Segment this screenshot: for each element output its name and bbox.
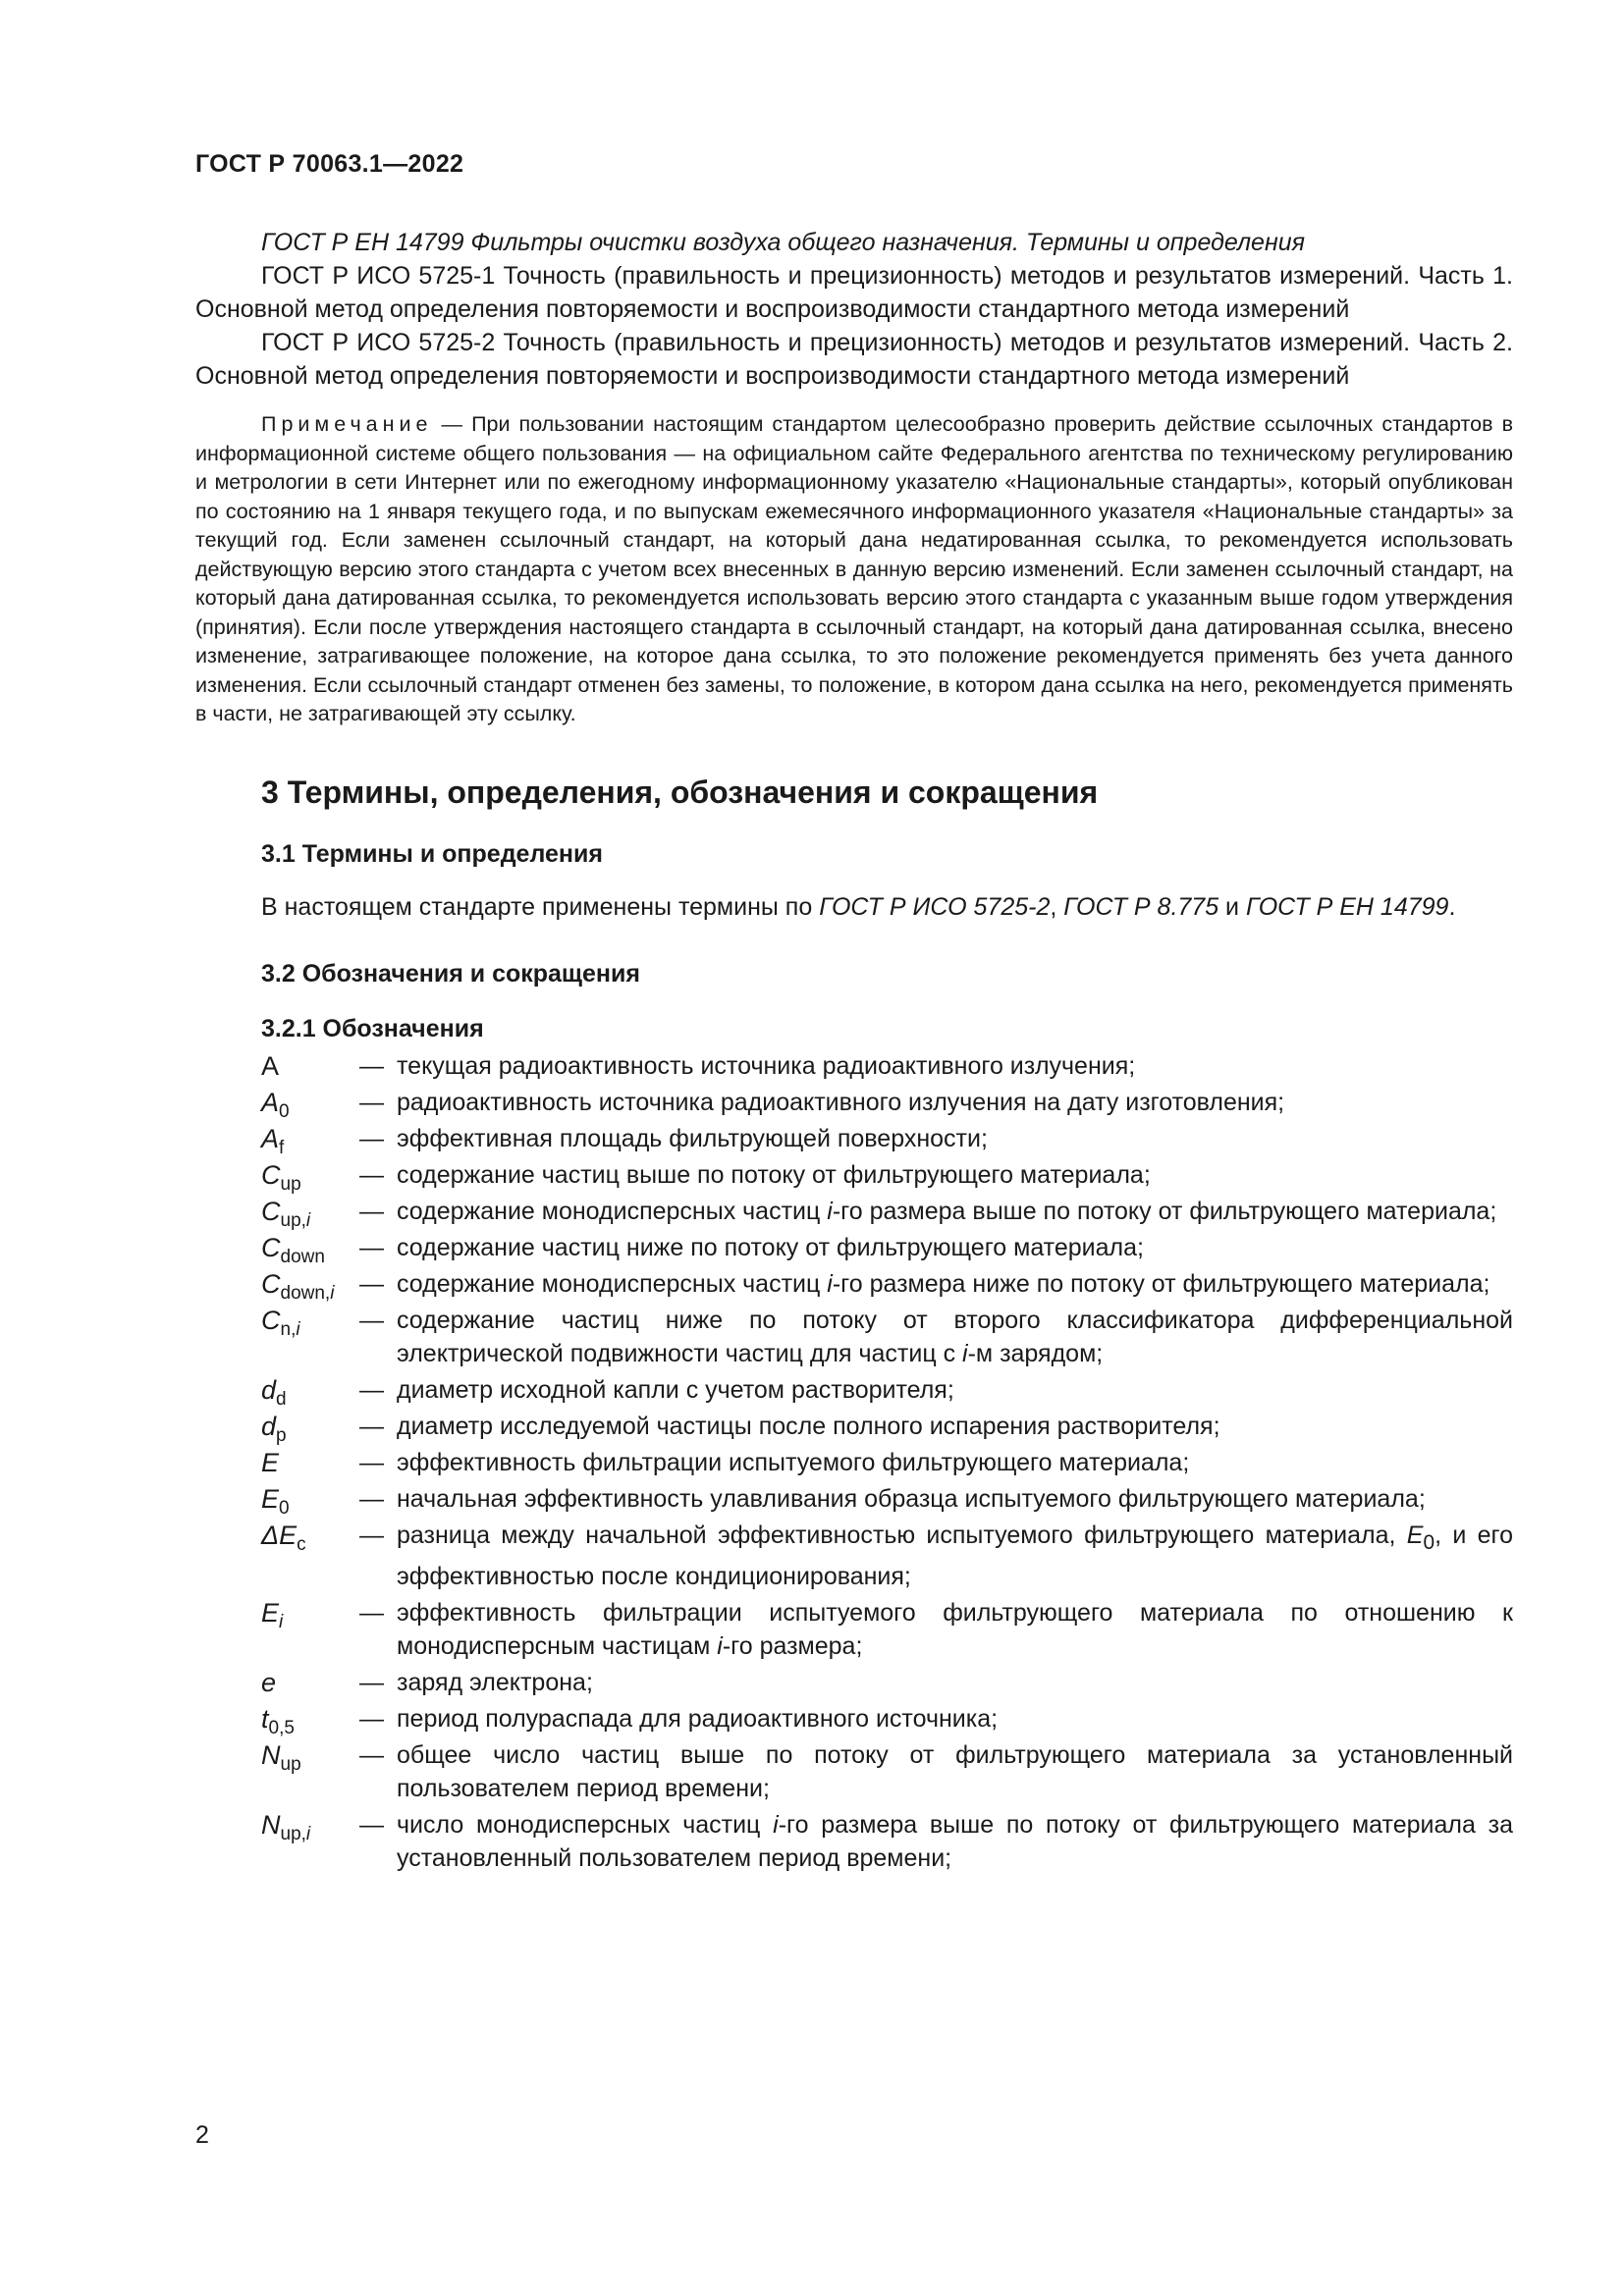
subsection-3-1-text <box>195 890 1513 924</box>
subscript-text: up, <box>280 1823 306 1844</box>
text-fragment: -го размера выше по потоку от фильтрующего материала; <box>832 1197 1497 1225</box>
symbol-subscript: down <box>280 1246 325 1267</box>
dash: — <box>359 1810 384 1839</box>
reference-en-14799: ГОСТ Р ЕН 14799 Фильтры очистки воздуха общего назначения. Термины и определения <box>261 229 1305 256</box>
symbol: A <box>261 1050 280 1081</box>
symbol <box>261 1267 359 1304</box>
text-fragment: . <box>1448 892 1456 921</box>
reference-link: ГОСТ Р ИСО 5725-2 <box>819 892 1051 921</box>
symbol-subscript: up <box>280 1173 301 1195</box>
page-content <box>195 226 1513 1878</box>
symbol-row <box>195 1410 1513 1446</box>
note-paragraph <box>195 410 1513 729</box>
subsection-3-2-1-title: 3.2.1 Обозначения <box>261 1014 484 1042</box>
symbol-definition: диаметр исходной капли с учетом растворителя; <box>397 1375 954 1404</box>
symbol-row <box>195 1482 1513 1519</box>
symbol <box>261 1231 359 1267</box>
symbol-definition: диаметр исследуемой частицы после полного испарения растворителя; <box>397 1412 1220 1440</box>
symbol-subscript <box>281 1319 300 1340</box>
note-label: Примечание <box>261 412 433 436</box>
subscript-index: i <box>330 1282 335 1304</box>
symbol-subscript: p <box>276 1424 287 1446</box>
symbol-row <box>195 1122 1513 1158</box>
symbol-row <box>195 1519 1513 1593</box>
symbol-definition <box>397 1808 1513 1875</box>
symbol-definition: период полураспада для радиоактивного источника; <box>397 1704 999 1733</box>
symbol-row <box>195 1373 1513 1410</box>
text-fragment: , и его эффективностью после кондиционирования; <box>397 1521 1513 1590</box>
inline-subscript: 0 <box>1423 1530 1435 1554</box>
dash: — <box>359 1051 384 1080</box>
symbol-row <box>195 1195 1513 1231</box>
text-fragment: содержание монодисперсных частиц <box>397 1197 828 1225</box>
symbol-definition: заряд электрона; <box>397 1668 593 1696</box>
symbol-row <box>195 1304 1513 1370</box>
symbol <box>261 1410 359 1446</box>
symbol <box>261 1738 359 1775</box>
index-variable: i <box>773 1810 779 1839</box>
symbol-subscript: 0 <box>279 1497 290 1519</box>
dash: — <box>359 1412 384 1440</box>
dash: — <box>359 1233 384 1261</box>
symbol <box>261 1702 359 1738</box>
symbol-row <box>195 1596 1513 1663</box>
symbol-definition: радиоактивность источника радиоактивного излучения на дату изготовления; <box>397 1088 1285 1116</box>
symbol-definition: начальная эффективность улавливания образца испытуемого фильтрующего материала; <box>397 1484 1426 1513</box>
text-fragment: -го размера ниже по потоку от фильтрующего материала; <box>832 1269 1490 1298</box>
symbol-base: N <box>261 1739 281 1770</box>
dash: — <box>359 1448 384 1476</box>
subscript-text: n, <box>280 1318 297 1340</box>
dash: — <box>359 1740 384 1769</box>
symbol: E <box>261 1447 280 1477</box>
symbol <box>261 1086 359 1122</box>
subsection-3-2-title: 3.2 Обозначения и сокращения <box>261 959 640 988</box>
text-fragment: эффективность фильтрации испытуемого фильтрующего материала по отношению к монодисперсным частицам <box>397 1598 1513 1660</box>
symbol-base: C <box>261 1159 281 1190</box>
symbol-definition <box>397 1195 1513 1228</box>
symbol-subscript: f <box>279 1137 285 1158</box>
normative-references <box>195 226 1513 393</box>
text-fragment: разница между начальной эффективностью испытуемого фильтрующего материала, <box>397 1521 1407 1549</box>
symbol <box>261 1195 359 1231</box>
text-fragment: содержание монодисперсных частиц <box>397 1269 828 1298</box>
symbol-definition <box>397 1267 1513 1301</box>
symbol-base: E <box>261 1597 280 1628</box>
subscript-index: i <box>296 1318 300 1340</box>
symbol-subscript: up <box>280 1753 301 1775</box>
index-variable: i <box>962 1339 968 1367</box>
symbol-base: C <box>261 1268 281 1299</box>
index-variable: i <box>827 1197 833 1225</box>
symbol-definition: общее число частиц выше по потоку от фильтрующего материала за установленный пользователем период времени; <box>397 1740 1513 1802</box>
symbol-row <box>195 1666 1513 1699</box>
symbols-list <box>195 1049 1513 1875</box>
inline-symbol: E <box>1406 1521 1424 1549</box>
symbol-base: d <box>261 1411 277 1441</box>
symbol-definition <box>397 1304 1513 1370</box>
dash: — <box>359 1160 384 1189</box>
text-fragment: -м зарядом; <box>967 1339 1104 1367</box>
subscript-index: i <box>305 1209 311 1231</box>
text-fragment: , <box>1050 892 1064 921</box>
symbol <box>261 1373 359 1410</box>
symbol-row <box>195 1086 1513 1122</box>
symbol-row <box>195 1808 1513 1875</box>
text-fragment: содержание частиц ниже по потоку от второго классификатора дифференциальной электрической подвижности частиц для частиц с <box>397 1306 1513 1367</box>
symbol-base: A <box>261 1123 280 1153</box>
symbol: e <box>261 1667 277 1697</box>
text-fragment: В настоящем стандарте применены термины по <box>261 892 820 921</box>
symbol <box>261 1519 359 1555</box>
text-fragment: и <box>1218 892 1246 921</box>
subscript-index: i <box>279 1611 284 1632</box>
symbol-row <box>195 1158 1513 1195</box>
symbol-row <box>195 1738 1513 1805</box>
reference-link: ГОСТ Р 8.775 <box>1063 892 1219 921</box>
symbol <box>261 1596 359 1632</box>
symbol-definition: эффективная площадь фильтрующей поверхности; <box>397 1124 988 1152</box>
page-number: 2 <box>195 2121 209 2149</box>
symbol-row <box>195 1702 1513 1738</box>
index-variable: i <box>827 1269 833 1298</box>
symbol-definition: эффективность фильтрации испытуемого фильтрующего материала; <box>397 1448 1190 1476</box>
dash: — <box>359 1088 384 1116</box>
dash: — <box>359 1197 384 1225</box>
symbol-base: ΔE <box>261 1520 298 1550</box>
symbol-base: C <box>261 1305 281 1335</box>
symbol-subscript: 0,5 <box>268 1717 295 1738</box>
symbol-subscript: 0 <box>279 1100 290 1122</box>
reference-iso-5725-1: ГОСТ Р ИСО 5725-1 Точность (правильность и прецизионность) методов и результатов измерений. Часть 1. Основной метод определения повторяемости и воспроизводимости стандартного метода измерений <box>195 262 1513 323</box>
symbol <box>261 1122 359 1158</box>
symbol-base: C <box>261 1232 281 1262</box>
subscript-text: down, <box>280 1282 331 1304</box>
symbol-base: d <box>261 1374 277 1405</box>
symbol-base: C <box>261 1196 281 1226</box>
dash: — <box>359 1375 384 1404</box>
subscript-index: i <box>305 1823 311 1844</box>
subscript-text: up, <box>280 1209 306 1231</box>
symbol-subscript: c <box>297 1533 306 1555</box>
symbol <box>261 1304 359 1340</box>
text-fragment: число монодисперсных частиц <box>397 1810 774 1839</box>
symbol-definition: содержание частиц выше по потоку от фильтрующего материала; <box>397 1160 1151 1189</box>
symbol-subscript <box>281 1283 335 1304</box>
dash: — <box>359 1306 384 1334</box>
text-fragment: -го размера выше по потоку от фильтрующего материала за установленный пользователем период времени; <box>397 1810 1513 1872</box>
section-3-title: 3 Термины, определения, обозначения и сокращения <box>261 774 1099 810</box>
subsection-3-1-title: 3.1 Термины и определения <box>261 839 603 868</box>
dash: — <box>359 1598 384 1627</box>
dash: — <box>359 1704 384 1733</box>
text-fragment: -го размера; <box>722 1631 863 1660</box>
symbol-row <box>195 1446 1513 1479</box>
dash: — <box>359 1124 384 1152</box>
symbol-definition: текущая радиоактивность источника радиоактивного излучения; <box>397 1051 1136 1080</box>
symbol-subscript: d <box>276 1388 287 1410</box>
symbol-subscript <box>279 1612 283 1632</box>
symbol-row <box>195 1049 1513 1083</box>
symbol-definition <box>397 1596 1513 1663</box>
symbol <box>261 1808 359 1842</box>
symbol-row <box>195 1231 1513 1267</box>
reference-iso-5725-2: ГОСТ Р ИСО 5725-2 Точность (правильность и прецизионность) методов и результатов измерений. Часть 2. Основной метод определения повторяемости и воспроизводимости стандартного метода измерений <box>195 329 1513 390</box>
symbol-subscript <box>281 1824 311 1844</box>
index-variable: i <box>717 1631 723 1660</box>
symbol-row <box>195 1267 1513 1304</box>
symbol <box>261 1158 359 1195</box>
dash: — <box>359 1484 384 1513</box>
symbol-base: E <box>261 1483 280 1514</box>
reference-link: ГОСТ Р ЕН 14799 <box>1245 892 1449 921</box>
dash: — <box>359 1521 384 1549</box>
symbol-base: A <box>261 1087 280 1117</box>
symbol <box>261 1482 359 1519</box>
symbol-base: N <box>261 1809 281 1840</box>
symbol-subscript <box>281 1210 311 1231</box>
symbol-definition: содержание частиц ниже по потоку от фильтрующего материала; <box>397 1233 1144 1261</box>
note-text: — При пользовании настоящим стандартом целесообразно проверить действие ссылочных стандартов в информационной системе общего пользования — на официальном сайте Федерального агентства по техническому регулированию и метрологии в сети Интернет или по ежегодному информационному указателю «Национальные стандарты», который опубликован по состоянию на 1 января текущего года, и по выпускам ежемесячного информационного указателя «Национальные стандарты» за текущий год. Если заменен ссылочный стандарт, на который дана недатированная ссылка, то рекомендуется использовать действующую версию этого стандарта с учетом всех внесенных в данную версию изменений. Если заменен ссылочный стандарт, на который дана датированная ссылка, то рекомендуется использовать версию этого стандарта с указанным выше годом утверждения (принятия). Если после утверждения настоящего стандарта в ссылочный стандарт, на который дана датированная ссылка, внесено изменение, затрагивающее положение, на которое дана ссылка, то это положение рекомендуется применять без учета данного изменения. Если ссылочный стандарт отменен без замены, то положение, в котором дана ссылка на него, рекомендуется применять в части, не затрагивающей эту ссылку. <box>195 412 1513 725</box>
dash: — <box>359 1668 384 1696</box>
symbol-definition <box>397 1519 1513 1593</box>
dash: — <box>359 1269 384 1298</box>
document-header: ГОСТ Р 70063.1—2022 <box>195 150 464 178</box>
symbol-base: t <box>261 1703 269 1734</box>
